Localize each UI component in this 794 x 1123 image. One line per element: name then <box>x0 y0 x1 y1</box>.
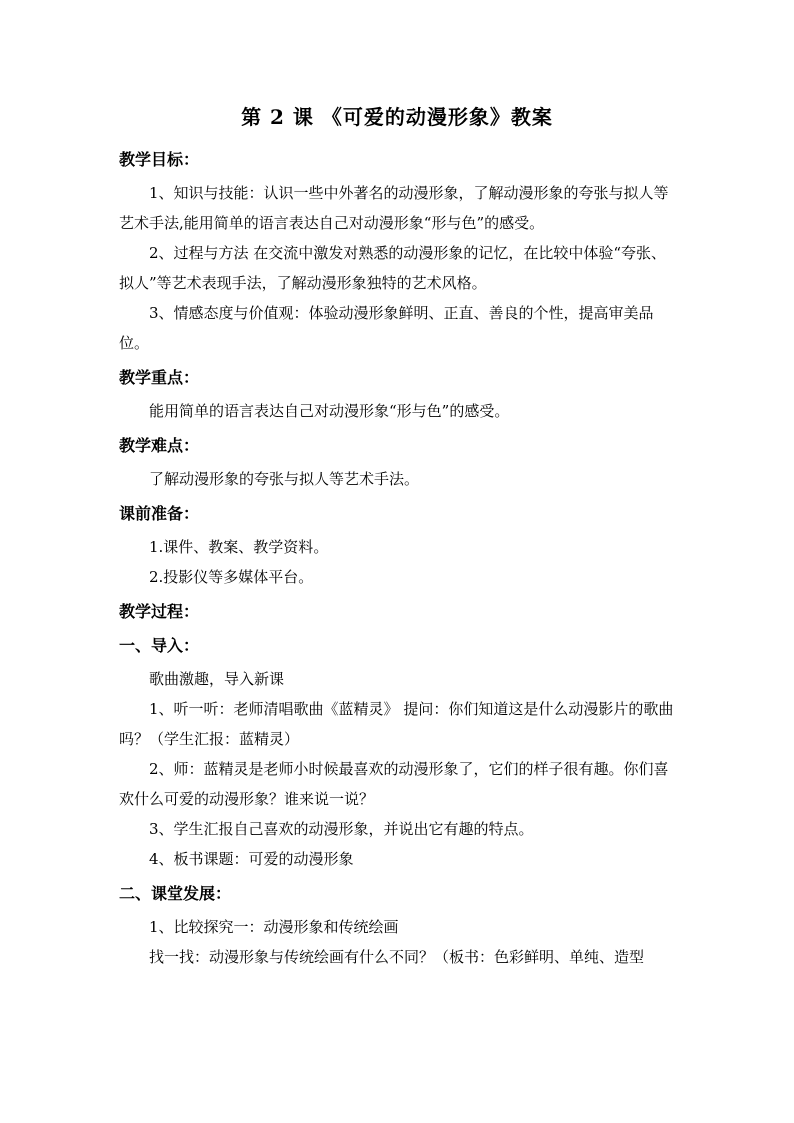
intro-paragraph-3: 3、学生汇报自己喜欢的动漫形象，并说出它有趣的特点。 <box>149 820 534 838</box>
intro-paragraph-4: 4、板书课题：可爱的动漫形象 <box>149 850 354 868</box>
develop-paragraph-1: 1、比较探究一：动漫形象和传统绘画 <box>149 918 399 936</box>
section-heading-goals: 教学目标： <box>119 150 200 169</box>
prep-item-2: 2.投影仪等多媒体平台。 <box>149 568 314 586</box>
intro-paragraph-0: 歌曲激趣，导入新课 <box>149 670 285 688</box>
key-paragraph: 能用简单的语言表达自己对动漫形象“形与色”的感受。 <box>149 402 510 420</box>
develop-paragraph-2: 找一找：动漫形象与传统绘画有什么不同？（板书：色彩鲜明、单纯、造型 <box>149 948 645 966</box>
section-heading-intro: 一、导入： <box>119 636 200 655</box>
goals-paragraph-3: 3、情感态度与价值观：体验动漫形象鲜明、正直、善良的个性，提高审美品位。 <box>119 304 654 352</box>
prep-item-1: 1.课件、教案、教学资料。 <box>149 538 329 556</box>
section-heading-key: 教学重点： <box>119 368 200 387</box>
document-title: 第 2 课 《可爱的动漫形象》教案 <box>241 105 553 129</box>
difficulty-paragraph: 了解动漫形象的夸张与拟人等艺术手法。 <box>149 470 420 488</box>
goals-paragraph-2: 2、过程与方法 在交流中激发对熟悉的动漫形象的记忆，在比较中体验“夸张、拟人”等艺术表现手法，了解动漫形象独特的艺术风格。 <box>119 244 666 292</box>
section-heading-develop: 二、课堂发展： <box>119 884 232 903</box>
document-body <box>119 146 679 972</box>
section-heading-prep: 课前准备： <box>119 504 200 523</box>
section-heading-difficulty: 教学难点： <box>119 436 200 455</box>
goals-paragraph-1: 1、知识与技能：认识一些中外著名的动漫形象，了解动漫形象的夸张与拟人等艺术手法,能用简单的语言表达自己对动漫形象“形与色”的感受。 <box>119 184 669 232</box>
intro-paragraph-1: 1、听一听：老师清唱歌曲《蓝精灵》 提问：你们知道这是什么动漫影片的歌曲吗？（学生汇报：蓝精灵） <box>119 700 674 748</box>
intro-paragraph-2: 2、师：蓝精灵是老师小时候最喜欢的动漫形象了，它们的样子很有趣。你们喜欢什么可爱的动漫形象？谁来说一说？ <box>119 760 669 808</box>
section-heading-process: 教学过程： <box>119 602 200 621</box>
